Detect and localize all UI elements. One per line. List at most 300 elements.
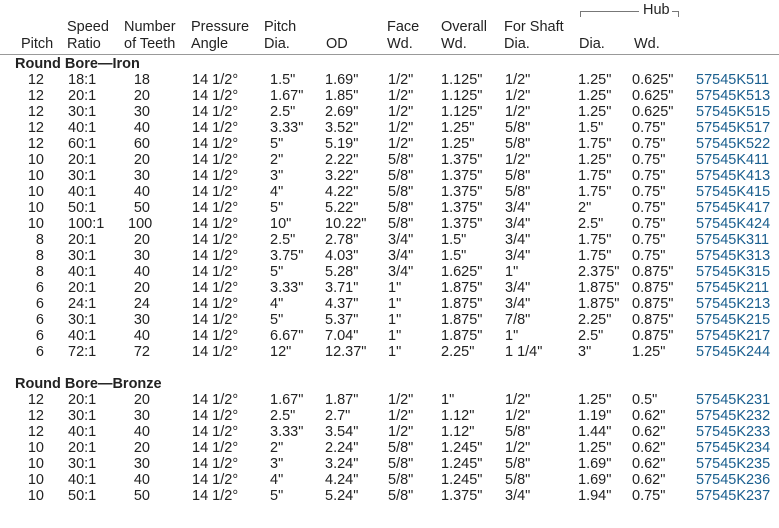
- cell-teeth: 60: [133, 136, 150, 152]
- cell-shaft-dia: 3/4": [505, 200, 531, 216]
- cell-pitch: 8: [35, 264, 44, 280]
- cell-pressure-angle: 14 1/2°: [192, 120, 239, 136]
- cell-hub-wd: 0.75": [632, 168, 666, 184]
- header-hub-wd: Wd.: [634, 36, 660, 52]
- cell-hub-wd: 0.75": [632, 120, 666, 136]
- cell-speed-ratio: 18:1: [68, 72, 97, 88]
- cell-pressure-angle: 14 1/2°: [192, 168, 239, 184]
- cell-overall-wd: 1.12": [441, 408, 475, 424]
- header-face-1: Face: [387, 19, 420, 35]
- cell-shaft-dia: 1/2": [505, 104, 531, 120]
- cell-pitch-dia: 5": [270, 312, 284, 328]
- cell-pressure-angle: 14 1/2°: [192, 312, 239, 328]
- cell-face-wd: 3/4": [388, 232, 414, 248]
- cell-speed-ratio: 50:1: [68, 200, 97, 216]
- cell-od: 1.69": [325, 72, 359, 88]
- cell-pitch: 12: [27, 72, 44, 88]
- cell-speed-ratio: 20:1: [68, 88, 97, 104]
- cell-face-wd: 1": [388, 280, 402, 296]
- cell-teeth: 30: [133, 456, 150, 472]
- cell-teeth: 40: [133, 472, 150, 488]
- cell-hub-dia: 1.94": [578, 488, 612, 504]
- cell-pitch-dia: 4": [270, 184, 284, 200]
- cell-pressure-angle: 14 1/2°: [192, 328, 239, 344]
- table-row: [0, 408, 779, 424]
- cell-pitch: 10: [27, 152, 44, 168]
- header-speed-ratio-2: Ratio: [67, 36, 101, 52]
- cell-hub-dia: 1.5": [578, 120, 604, 136]
- cell-od: 2.69": [325, 104, 359, 120]
- part-number-link[interactable]: 57545K424: [696, 216, 771, 232]
- header-hub: Hub: [643, 2, 670, 18]
- cell-od: 12.37": [325, 344, 367, 360]
- cell-hub-wd: 0.62": [632, 472, 666, 488]
- cell-pitch: 12: [27, 392, 44, 408]
- part-number-link[interactable]: 57545K213: [696, 296, 771, 312]
- table-row: [0, 216, 779, 232]
- cell-face-wd: 1": [388, 296, 402, 312]
- cell-od: 1.87": [325, 392, 359, 408]
- cell-pitch: 6: [35, 296, 44, 312]
- table-row: [0, 280, 779, 296]
- cell-od: 5.28": [325, 264, 359, 280]
- cell-hub-dia: 1.875": [578, 280, 620, 296]
- cell-overall-wd: 1.245": [441, 440, 483, 456]
- cell-face-wd: 1/2": [388, 104, 414, 120]
- cell-od: 5.22": [325, 200, 359, 216]
- cell-hub-wd: 0.875": [632, 328, 674, 344]
- cell-speed-ratio: 50:1: [68, 488, 97, 504]
- cell-face-wd: 1/2": [388, 424, 414, 440]
- cell-shaft-dia: 5/8": [505, 120, 531, 136]
- cell-pitch: 12: [27, 408, 44, 424]
- cell-od: 3.52": [325, 120, 359, 136]
- cell-pitch: 6: [35, 312, 44, 328]
- cell-pitch-dia: 2.5": [270, 104, 296, 120]
- cell-teeth: 40: [133, 120, 150, 136]
- table-row: [0, 312, 779, 328]
- cell-teeth: 30: [133, 408, 150, 424]
- header-overall-2: Wd.: [441, 36, 467, 52]
- cell-teeth: 18: [133, 72, 150, 88]
- table-row: [0, 296, 779, 312]
- cell-pitch: 12: [27, 424, 44, 440]
- table-row: [0, 472, 779, 488]
- part-number-link[interactable]: 57545K235: [696, 456, 771, 472]
- table-row: [0, 392, 779, 408]
- cell-hub-dia: 1.25": [578, 104, 612, 120]
- cell-speed-ratio: 72:1: [68, 344, 97, 360]
- cell-pitch-dia: 6.67": [270, 328, 304, 344]
- cell-overall-wd: 1.875": [441, 312, 483, 328]
- cell-pitch-dia: 2.5": [270, 232, 296, 248]
- cell-pitch: 10: [27, 200, 44, 216]
- cell-pitch-dia: 4": [270, 296, 284, 312]
- cell-face-wd: 5/8": [388, 168, 414, 184]
- cell-hub-wd: 0.75": [632, 232, 666, 248]
- cell-shaft-dia: 1/2": [505, 440, 531, 456]
- cell-speed-ratio: 30:1: [68, 408, 97, 424]
- part-number-link[interactable]: 57545K234: [696, 440, 771, 456]
- cell-od: 2.24": [325, 440, 359, 456]
- cell-hub-wd: 0.875": [632, 296, 674, 312]
- cell-od: 4.37": [325, 296, 359, 312]
- cell-hub-dia: 1.75": [578, 248, 612, 264]
- cell-hub-dia: 1.25": [578, 72, 612, 88]
- cell-hub-dia: 1.75": [578, 168, 612, 184]
- cell-hub-wd: 0.5": [632, 392, 658, 408]
- cell-pitch-dia: 2.5": [270, 408, 296, 424]
- table-row: [0, 456, 779, 472]
- table-row: [0, 440, 779, 456]
- cell-pitch: 10: [27, 456, 44, 472]
- cell-hub-wd: 0.625": [632, 88, 674, 104]
- cell-teeth: 20: [133, 280, 150, 296]
- cell-overall-wd: 1.5": [441, 248, 467, 264]
- cell-hub-dia: 1.19": [578, 408, 612, 424]
- header-hub-dia: Dia.: [579, 36, 605, 52]
- part-number-link[interactable]: 57545K315: [696, 264, 771, 280]
- cell-speed-ratio: 30:1: [68, 312, 97, 328]
- cell-overall-wd: 1.375": [441, 152, 483, 168]
- cell-speed-ratio: 20:1: [68, 280, 97, 296]
- cell-overall-wd: 1.25": [441, 120, 475, 136]
- part-number-link[interactable]: 57545K522: [696, 136, 771, 152]
- cell-teeth: 40: [133, 264, 150, 280]
- cell-speed-ratio: 40:1: [68, 328, 97, 344]
- cell-hub-dia: 1.25": [578, 88, 612, 104]
- cell-pressure-angle: 14 1/2°: [192, 232, 239, 248]
- cell-shaft-dia: 5/8": [505, 136, 531, 152]
- cell-shaft-dia: 1": [505, 264, 519, 280]
- cell-teeth: 40: [133, 184, 150, 200]
- cell-pitch-dia: 10": [270, 216, 292, 232]
- cell-speed-ratio: 20:1: [68, 232, 97, 248]
- cell-od: 5.19": [325, 136, 359, 152]
- cell-shaft-dia: 1/2": [505, 72, 531, 88]
- cell-overall-wd: 1.875": [441, 328, 483, 344]
- part-number-link[interactable]: 57545K244: [696, 344, 771, 360]
- cell-teeth: 20: [133, 392, 150, 408]
- cell-overall-wd: 1.125": [441, 88, 483, 104]
- cell-od: 3.22": [325, 168, 359, 184]
- cell-teeth: 40: [133, 424, 150, 440]
- cell-hub-wd: 0.75": [632, 248, 666, 264]
- cell-speed-ratio: 24:1: [68, 296, 97, 312]
- cell-overall-wd: 1.375": [441, 168, 483, 184]
- cell-face-wd: 1/2": [388, 392, 414, 408]
- cell-hub-dia: 1.875": [578, 296, 620, 312]
- cell-pressure-angle: 14 1/2°: [192, 456, 239, 472]
- cell-pitch-dia: 3": [270, 456, 284, 472]
- cell-overall-wd: 1.245": [441, 456, 483, 472]
- cell-teeth: 20: [133, 152, 150, 168]
- header-speed-ratio-1: Speed: [67, 19, 109, 35]
- table-row: [0, 152, 779, 168]
- cell-pitch-dia: 5": [270, 136, 284, 152]
- cell-face-wd: 1": [388, 312, 402, 328]
- cell-shaft-dia: 5/8": [505, 456, 531, 472]
- table-row: [0, 232, 779, 248]
- table-row: [0, 184, 779, 200]
- cell-hub-dia: 1.25": [578, 152, 612, 168]
- cell-pitch-dia: 5": [270, 488, 284, 504]
- cell-face-wd: 1/2": [388, 120, 414, 136]
- cell-hub-dia: 1.75": [578, 232, 612, 248]
- cell-hub-wd: 0.62": [632, 440, 666, 456]
- cell-hub-dia: 1.25": [578, 440, 612, 456]
- cell-face-wd: 5/8": [388, 200, 414, 216]
- cell-hub-dia: 2": [578, 200, 592, 216]
- cell-pitch: 6: [35, 280, 44, 296]
- cell-hub-wd: 0.62": [632, 424, 666, 440]
- cell-hub-wd: 0.75": [632, 200, 666, 216]
- cell-shaft-dia: 5/8": [505, 472, 531, 488]
- cell-teeth: 50: [133, 200, 150, 216]
- table-row: [0, 168, 779, 184]
- part-number-link[interactable]: 57545K413: [696, 168, 771, 184]
- cell-speed-ratio: 20:1: [68, 152, 97, 168]
- cell-teeth: 72: [133, 344, 150, 360]
- cell-pitch: 12: [27, 104, 44, 120]
- cell-overall-wd: 1.375": [441, 216, 483, 232]
- cell-shaft-dia: 1/2": [505, 88, 531, 104]
- part-number-link[interactable]: 57545K232: [696, 408, 771, 424]
- cell-face-wd: 1/2": [388, 72, 414, 88]
- table-row: [0, 248, 779, 264]
- part-number-link[interactable]: 57545K415: [696, 184, 771, 200]
- cell-pitch: 12: [27, 136, 44, 152]
- cell-hub-wd: 0.875": [632, 264, 674, 280]
- cell-pressure-angle: 14 1/2°: [192, 296, 239, 312]
- part-number-link[interactable]: 57545K236: [696, 472, 771, 488]
- header-pressure-1: Pressure: [191, 19, 250, 35]
- part-number-link[interactable]: 57545K515: [696, 104, 771, 120]
- cell-shaft-dia: 1/2": [505, 408, 531, 424]
- cell-pitch-dia: 3": [270, 168, 284, 184]
- cell-od: 3.71": [325, 280, 359, 296]
- cell-hub-wd: 0.62": [632, 456, 666, 472]
- table-row: [0, 328, 779, 344]
- cell-pressure-angle: 14 1/2°: [192, 280, 239, 296]
- cell-shaft-dia: 7/8": [505, 312, 531, 328]
- table-row: [0, 72, 779, 88]
- cell-shaft-dia: 1/2": [505, 152, 531, 168]
- cell-overall-wd: 1.245": [441, 472, 483, 488]
- cell-pitch-dia: 5": [270, 200, 284, 216]
- cell-pitch-dia: 1.67": [270, 392, 304, 408]
- cell-face-wd: 1/2": [388, 88, 414, 104]
- cell-od: 7.04": [325, 328, 359, 344]
- table-row: [0, 88, 779, 104]
- cell-speed-ratio: 20:1: [68, 392, 97, 408]
- cell-face-wd: 5/8": [388, 184, 414, 200]
- cell-hub-wd: 0.75": [632, 184, 666, 200]
- header-pressure-2: Angle: [191, 36, 229, 52]
- cell-hub-wd: 0.75": [632, 136, 666, 152]
- cell-speed-ratio: 30:1: [68, 104, 97, 120]
- cell-pressure-angle: 14 1/2°: [192, 88, 239, 104]
- cell-pressure-angle: 14 1/2°: [192, 184, 239, 200]
- cell-pitch-dia: 2": [270, 440, 284, 456]
- cell-pitch-dia: 3.33": [270, 424, 304, 440]
- header-face-2: Wd.: [387, 36, 413, 52]
- cell-shaft-dia: 3/4": [505, 296, 531, 312]
- cell-od: 1.85": [325, 88, 359, 104]
- cell-pitch: 10: [27, 168, 44, 184]
- header-pitch-dia-1: Pitch: [264, 19, 297, 35]
- table-row: [0, 120, 779, 136]
- hub-bracket-left: [580, 11, 639, 17]
- cell-pressure-angle: 14 1/2°: [192, 136, 239, 152]
- cell-shaft-dia: 1/2": [505, 392, 531, 408]
- cell-teeth: 30: [133, 248, 150, 264]
- cell-face-wd: 1/2": [388, 136, 414, 152]
- cell-pitch: 12: [27, 120, 44, 136]
- cell-od: 5.37": [325, 312, 359, 328]
- cell-overall-wd: 1.875": [441, 296, 483, 312]
- cell-teeth: 20: [133, 440, 150, 456]
- cell-pressure-angle: 14 1/2°: [192, 344, 239, 360]
- cell-face-wd: 1": [388, 344, 402, 360]
- cell-teeth: 30: [133, 168, 150, 184]
- cell-pitch: 10: [27, 472, 44, 488]
- cell-overall-wd: 1.375": [441, 184, 483, 200]
- part-number-link[interactable]: 57545K513: [696, 88, 771, 104]
- cell-face-wd: 3/4": [388, 264, 414, 280]
- cell-teeth: 40: [133, 328, 150, 344]
- part-number-link[interactable]: 57545K217: [696, 328, 771, 344]
- cell-shaft-dia: 3/4": [505, 216, 531, 232]
- cell-hub-wd: 0.875": [632, 280, 674, 296]
- part-number-link[interactable]: 57545K511: [696, 72, 770, 88]
- cell-od: 10.22": [325, 216, 367, 232]
- cell-shaft-dia: 3/4": [505, 280, 531, 296]
- cell-speed-ratio: 30:1: [68, 248, 97, 264]
- cell-od: 2.78": [325, 232, 359, 248]
- part-number-link[interactable]: 57545K215: [696, 312, 771, 328]
- header-pitch: Pitch: [21, 36, 54, 52]
- cell-hub-dia: 1.75": [578, 136, 612, 152]
- cell-teeth: 30: [133, 104, 150, 120]
- cell-teeth: 20: [133, 88, 150, 104]
- cell-od: 2.22": [325, 152, 359, 168]
- table-header: [0, 0, 779, 54]
- cell-pitch: 8: [35, 232, 44, 248]
- part-number-link[interactable]: 57545K517: [696, 120, 771, 136]
- cell-hub-dia: 1.69": [578, 472, 612, 488]
- cell-pressure-angle: 14 1/2°: [192, 152, 239, 168]
- cell-speed-ratio: 30:1: [68, 456, 97, 472]
- cell-face-wd: 5/8": [388, 440, 414, 456]
- cell-pressure-angle: 14 1/2°: [192, 472, 239, 488]
- part-number-link[interactable]: 57545K233: [696, 424, 771, 440]
- cell-speed-ratio: 20:1: [68, 440, 97, 456]
- cell-hub-dia: 1.69": [578, 456, 612, 472]
- header-pitch-dia-2: Dia.: [264, 36, 290, 52]
- cell-hub-dia: 2.5": [578, 216, 604, 232]
- header-od: OD: [326, 36, 348, 52]
- cell-hub-wd: 1.25": [632, 344, 666, 360]
- cell-overall-wd: 1.125": [441, 104, 483, 120]
- cell-od: 4.03": [325, 248, 359, 264]
- cell-face-wd: 5/8": [388, 488, 414, 504]
- cell-overall-wd: 1.5": [441, 232, 467, 248]
- cell-overall-wd: 1.375": [441, 200, 483, 216]
- cell-hub-wd: 0.62": [632, 408, 666, 424]
- cell-face-wd: 5/8": [388, 472, 414, 488]
- cell-speed-ratio: 40:1: [68, 120, 97, 136]
- cell-speed-ratio: 40:1: [68, 184, 97, 200]
- cell-overall-wd: 1.625": [441, 264, 483, 280]
- cell-speed-ratio: 40:1: [68, 472, 97, 488]
- part-number-link[interactable]: 57545K313: [696, 248, 771, 264]
- cell-shaft-dia: 3/4": [505, 248, 531, 264]
- cell-pressure-angle: 14 1/2°: [192, 264, 239, 280]
- cell-teeth: 100: [128, 216, 153, 232]
- header-teeth-2: of Teeth: [124, 36, 176, 52]
- hub-bracket-right: [672, 11, 679, 17]
- cell-pitch-dia: 3.33": [270, 120, 304, 136]
- cell-pressure-angle: 14 1/2°: [192, 72, 239, 88]
- cell-speed-ratio: 60:1: [68, 136, 97, 152]
- cell-od: 4.24": [325, 472, 359, 488]
- cell-pitch-dia: 1.67": [270, 88, 304, 104]
- cell-speed-ratio: 100:1: [68, 216, 105, 232]
- cell-speed-ratio: 30:1: [68, 168, 97, 184]
- cell-hub-dia: 2.25": [578, 312, 612, 328]
- cell-od: 5.24": [325, 488, 359, 504]
- cell-shaft-dia: 5/8": [505, 168, 531, 184]
- part-number-link[interactable]: 57545K311: [696, 232, 770, 248]
- cell-hub-wd: 0.75": [632, 152, 666, 168]
- cell-pitch-dia: 3.33": [270, 280, 304, 296]
- header-shaft-1: For Shaft: [504, 19, 564, 35]
- part-number-link[interactable]: 57545K417: [696, 200, 771, 216]
- cell-hub-wd: 0.75": [632, 216, 666, 232]
- table-row: [0, 424, 779, 440]
- cell-shaft-dia: 3/4": [505, 488, 531, 504]
- cell-teeth: 24: [133, 296, 150, 312]
- cell-hub-wd: 0.625": [632, 72, 674, 88]
- cell-pitch: 10: [27, 440, 44, 456]
- section-title: Round Bore—Bronze: [15, 376, 162, 392]
- cell-hub-dia: 1.25": [578, 392, 612, 408]
- header-divider: [0, 54, 779, 55]
- part-number-link[interactable]: 57545K211: [696, 280, 770, 296]
- cell-pressure-angle: 14 1/2°: [192, 424, 239, 440]
- part-number-link[interactable]: 57545K231: [696, 392, 771, 408]
- header-shaft-2: Dia.: [504, 36, 530, 52]
- cell-pressure-angle: 14 1/2°: [192, 104, 239, 120]
- part-number-link[interactable]: 57545K237: [696, 488, 771, 504]
- cell-overall-wd: 1.12": [441, 424, 475, 440]
- cell-shaft-dia: 1": [505, 328, 519, 344]
- cell-overall-wd: 1.875": [441, 280, 483, 296]
- cell-od: 2.7": [325, 408, 351, 424]
- cell-hub-dia: 1.44": [578, 424, 612, 440]
- cell-pitch-dia: 3.75": [270, 248, 304, 264]
- cell-teeth: 50: [133, 488, 150, 504]
- cell-shaft-dia: 1 1/4": [505, 344, 543, 360]
- cell-pressure-angle: 14 1/2°: [192, 248, 239, 264]
- cell-hub-wd: 0.625": [632, 104, 674, 120]
- table-row: [0, 104, 779, 120]
- part-number-link[interactable]: 57545K411: [696, 152, 770, 168]
- cell-hub-dia: 2.375": [578, 264, 620, 280]
- cell-pitch-dia: 1.5": [270, 72, 296, 88]
- cell-pitch-dia: 4": [270, 472, 284, 488]
